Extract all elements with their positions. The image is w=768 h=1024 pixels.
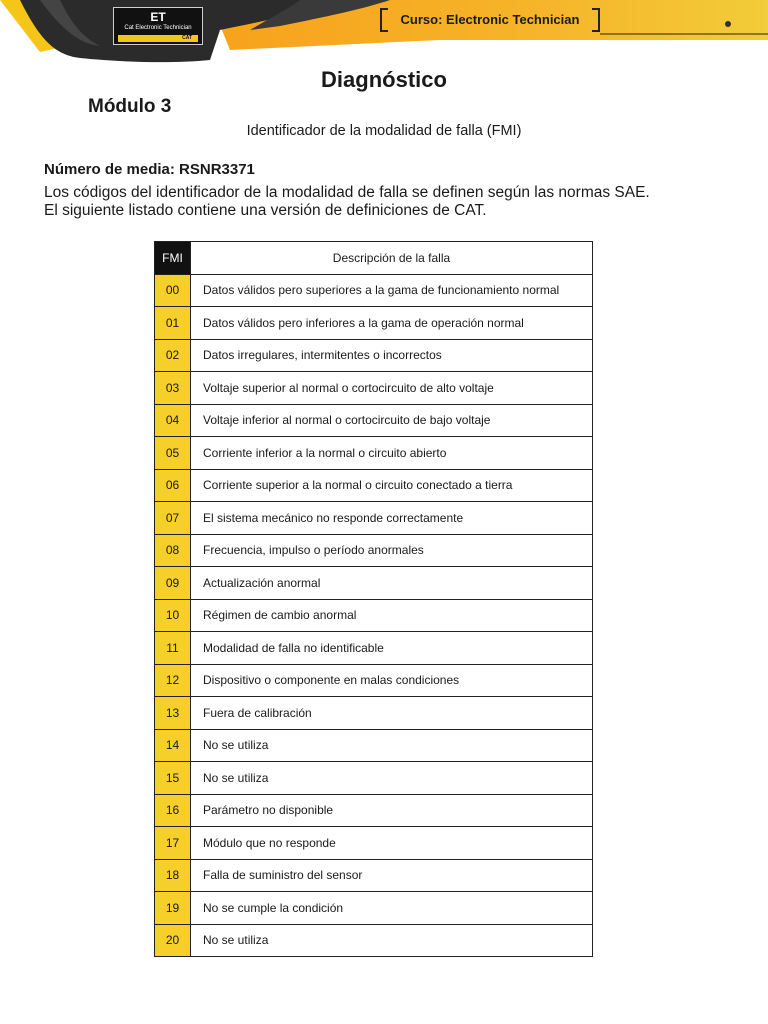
fmi-code: 17: [155, 827, 191, 860]
table-row: [155, 339, 593, 372]
fault-description: Corriente inferior a la normal o circuito abierto: [191, 437, 593, 470]
table-row: [155, 469, 593, 502]
table-row: [155, 729, 593, 762]
column-header-fmi: FMI: [155, 242, 191, 275]
fault-description: Módulo que no responde: [191, 827, 593, 860]
table-row: [155, 404, 593, 437]
table-row: [155, 437, 593, 470]
fault-description: Voltaje superior al normal o cortocircuito de alto voltaje: [191, 372, 593, 405]
intro-paragraph: [44, 184, 744, 220]
media-number: Número de media: RSNR3371: [44, 161, 255, 178]
section-subtitle: Identificador de la modalidad de falla (FMI): [246, 123, 522, 139]
fault-description: Modalidad de falla no identificable: [191, 632, 593, 665]
fault-description: Voltaje inferior al normal o cortocircuito de bajo voltaje: [191, 404, 593, 437]
fault-description: Actualización anormal: [191, 567, 593, 600]
fmi-code: 15: [155, 762, 191, 795]
table-row: [155, 892, 593, 925]
fmi-code: 09: [155, 567, 191, 600]
table-row: [155, 664, 593, 697]
module-heading: Módulo 3: [88, 96, 172, 117]
table-row: [155, 274, 593, 307]
fmi-code: 16: [155, 794, 191, 827]
fmi-code: 03: [155, 372, 191, 405]
fmi-code: 04: [155, 404, 191, 437]
fmi-code: 20: [155, 924, 191, 957]
fault-description: Datos irregulares, intermitentes o incorrectos: [191, 339, 593, 372]
fault-description: No se utiliza: [191, 729, 593, 762]
fmi-code: 19: [155, 892, 191, 925]
fault-description: El sistema mecánico no responde correctamente: [191, 502, 593, 535]
fault-description: Datos válidos pero superiores a la gama de funcionamiento normal: [191, 274, 593, 307]
column-header-description: Descripción de la falla: [191, 242, 593, 275]
fmi-code: 02: [155, 339, 191, 372]
fmi-code: 11: [155, 632, 191, 665]
fmi-code: 05: [155, 437, 191, 470]
fmi-code: 13: [155, 697, 191, 730]
table-row: [155, 534, 593, 567]
fault-description: Corriente superior a la normal o circuito conectado a tierra: [191, 469, 593, 502]
fault-description: Parámetro no disponible: [191, 794, 593, 827]
intro-line: El siguiente listado contiene una versión de definiciones de CAT.: [44, 202, 487, 219]
fault-description: Frecuencia, impulso o período anormales: [191, 534, 593, 567]
fault-description: Régimen de cambio anormal: [191, 599, 593, 632]
intro-line: Los códigos del identificador de la modalidad de falla se definen según las normas SAE.: [44, 184, 650, 201]
fmi-table: [154, 241, 593, 957]
table-row: [155, 859, 593, 892]
table-row: [155, 307, 593, 340]
table-header-row: [155, 242, 593, 275]
fmi-code: 10: [155, 599, 191, 632]
table-row: [155, 372, 593, 405]
fault-description: Dispositivo o componente en malas condiciones: [191, 664, 593, 697]
fault-description: Datos válidos pero inferiores a la gama de operación normal: [191, 307, 593, 340]
table-row: [155, 599, 593, 632]
table-row: [155, 794, 593, 827]
fault-description: No se cumple la condición: [191, 892, 593, 925]
logo-subtitle: Cat Electronic Technician: [124, 25, 192, 31]
table-row: [155, 697, 593, 730]
fault-description: No se utiliza: [191, 924, 593, 957]
fmi-code: 01: [155, 307, 191, 340]
table-row: [155, 827, 593, 860]
fmi-code: 00: [155, 274, 191, 307]
fmi-code: 08: [155, 534, 191, 567]
fault-description: Falla de suministro del sensor: [191, 859, 593, 892]
table-row: [155, 567, 593, 600]
fmi-code: 18: [155, 859, 191, 892]
table-row: [155, 632, 593, 665]
table-row: [155, 924, 593, 957]
header-banner: [0, 0, 768, 64]
fault-description: No se utiliza: [191, 762, 593, 795]
table-row: [155, 762, 593, 795]
fmi-code: 07: [155, 502, 191, 535]
fmi-code: 12: [155, 664, 191, 697]
logo-title: ET: [150, 10, 166, 24]
logo-brand-bar: [118, 35, 198, 42]
fault-description: Fuera de calibración: [191, 697, 593, 730]
fmi-code: 06: [155, 469, 191, 502]
course-title: Curso: Electronic Technician: [380, 8, 600, 32]
et-logo: [113, 7, 203, 45]
fmi-code: 14: [155, 729, 191, 762]
logo-brand: CAT: [182, 35, 192, 41]
table-row: [155, 502, 593, 535]
page-title: Diagnóstico: [321, 67, 447, 92]
